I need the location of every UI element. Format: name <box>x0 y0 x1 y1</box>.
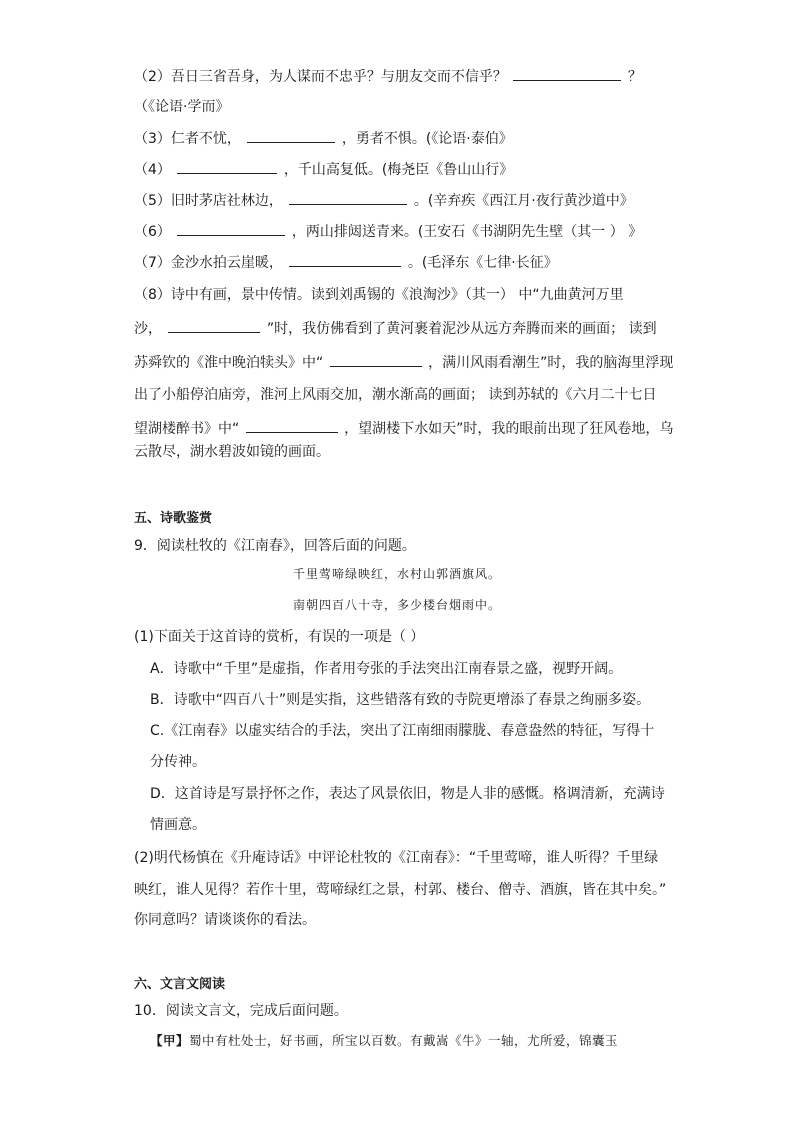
q8-item2-text: （2）吾日三省吾身，为人谋而不忠乎？与朋友交而不信乎？ <box>134 69 507 85</box>
q8-item2-end: ？ <box>627 69 642 85</box>
passage-jia-text: 蜀中有杜处士，好书画，所宝以百数。有戴嵩《牛》一轴，尤所爱，锦囊玉 <box>189 1033 619 1048</box>
q9-option-a[interactable]: A．诗歌中“千里”是虚指，作者用夸张的手法突出江南春景之盛，视野开阔。 <box>150 661 623 677</box>
q8-item5-source: 。(辛弃疾《西江月·夜行黄沙道中》 <box>413 193 634 209</box>
q8-item4-line <box>134 159 513 180</box>
q9-option-c-line1[interactable]: C.《江南春》以虚实结合的手法，突出了江南细雨朦胧、春意盎然的特征，写得十 <box>150 723 655 739</box>
q8-item8-line5 <box>134 418 673 439</box>
q8-item3-text: （3）仁者不忧， <box>134 131 241 147</box>
q9-option-d-line1[interactable]: D．这首诗是写景抒怀之作，表达了风景依旧，物是人非的感慨。格调清新，充满诗 <box>150 786 665 802</box>
q8-item8-blank3[interactable] <box>246 418 338 433</box>
q8-item5-text: （5）旧时茅店社林边， <box>134 193 283 209</box>
q8-item6-num: （6） <box>134 224 171 240</box>
q8-item8-line5-end: ，望湖楼下水如天”时，我的眼前出现了狂风卷地，乌 <box>344 421 674 437</box>
q9-option-b[interactable]: B．诗歌中“四百八十”则是实指，这些错落有致的寺院更增添了春景之绚丽多姿。 <box>150 692 651 708</box>
q9-sub2-line2: 映红，谁人见得？若作十里，莺啼绿红之景，村郭、楼台、僧寺、酒旗，皆在其中矣。” <box>134 882 667 898</box>
q8-item8-line5-start: 望湖楼醉书》中“ <box>134 421 240 437</box>
q8-item5-blank[interactable] <box>289 190 407 205</box>
q8-item8-blank2[interactable] <box>330 352 422 367</box>
q8-item4-num: （4） <box>134 162 171 178</box>
poem-line-1: 千里莺啼绿映红，水村山郭酒旗风。 <box>292 567 501 581</box>
q8-item8-line2-start: 沙， <box>134 321 162 337</box>
q8-item2-line <box>134 66 642 87</box>
q10-stem: 10．阅读文言文，完成后面问题。 <box>134 1003 348 1019</box>
q8-item2-blank[interactable] <box>513 66 621 81</box>
q8-item3-blank[interactable] <box>247 128 335 143</box>
q8-item4-text: ，千山高复低。(梅尧臣《鲁山山行》 <box>283 162 514 178</box>
q9-sub2-line1: (2)明代杨慎在《升庵诗话》中评论杜牧的《江南春》：“千里莺啼，谁人听得？千里绿 <box>134 850 659 866</box>
q8-item7-line <box>134 252 558 273</box>
passage-jia <box>150 1031 618 1049</box>
section6-heading: 六、文言文阅读 <box>134 977 226 992</box>
q9-sub1: (1)下面关于这首诗的赏析，有误的一项是（ ） <box>134 629 425 645</box>
q8-item8-line3-start: 苏舜钦的《淮中晚泊犊头》中“ <box>134 355 324 371</box>
section5-heading: 五、诗歌鉴赏 <box>134 511 213 526</box>
q8-item7-blank[interactable] <box>289 252 401 267</box>
passage-jia-label: 【甲】 <box>150 1033 190 1048</box>
q8-item6-line <box>134 221 642 242</box>
q9-option-d-line2: 情画意。 <box>150 817 206 833</box>
q8-item2-source: （《论语·学而》 <box>134 99 230 115</box>
q8-item3-source: ，勇者不惧。(《论语·泰伯》 <box>341 131 513 147</box>
q8-item8-line3 <box>134 352 673 373</box>
q8-item8-line2 <box>134 318 657 339</box>
q8-item8-line6: 云散尽，湖水碧波如镜的画面。 <box>134 444 330 460</box>
q8-item6-blank[interactable] <box>177 221 285 236</box>
q8-item7-source: 。(毛泽东《七律·长征》 <box>407 255 558 271</box>
q8-item5-line <box>134 190 634 211</box>
q8-item3-line <box>134 128 513 149</box>
q8-item8-line3-end: ，满川风雨看潮生”时，我的脑海里浮现 <box>428 355 674 371</box>
poem-line-2: 南朝四百八十寺，多少楼台烟雨中。 <box>292 598 501 612</box>
q8-item4-blank[interactable] <box>177 159 277 174</box>
q9-sub2-line3: 你同意吗？请谈谈你的看法。 <box>134 912 316 928</box>
q8-item8-blank1[interactable] <box>168 318 260 333</box>
q8-item8-line1: （8）诗中有画，景中传情。读到刘禹锡的《浪淘沙》（其一） 中“九曲黄河万里 <box>134 287 624 303</box>
q9-option-c-line2: 分传神。 <box>150 754 206 770</box>
q8-item7-text: （7）金沙水拍云崖暖， <box>134 255 283 271</box>
q9-stem: 9．阅读杜牧的《江南春》，回答后面的问题。 <box>134 538 416 554</box>
q8-item6-text: ，两山排闼送青来。(王安石《书湖阴先生壁（其一 ） 》 <box>291 224 643 240</box>
q8-item8-line4: 出了小船停泊庙旁，淮河上风雨交加，潮水渐高的画面； 读到苏轼的《六月二十七日 <box>134 387 657 403</box>
q8-item8-line2-end: ”时，我仿佛看到了黄河裹着泥沙从远方奔腾而来的画面； 读到 <box>266 321 657 337</box>
